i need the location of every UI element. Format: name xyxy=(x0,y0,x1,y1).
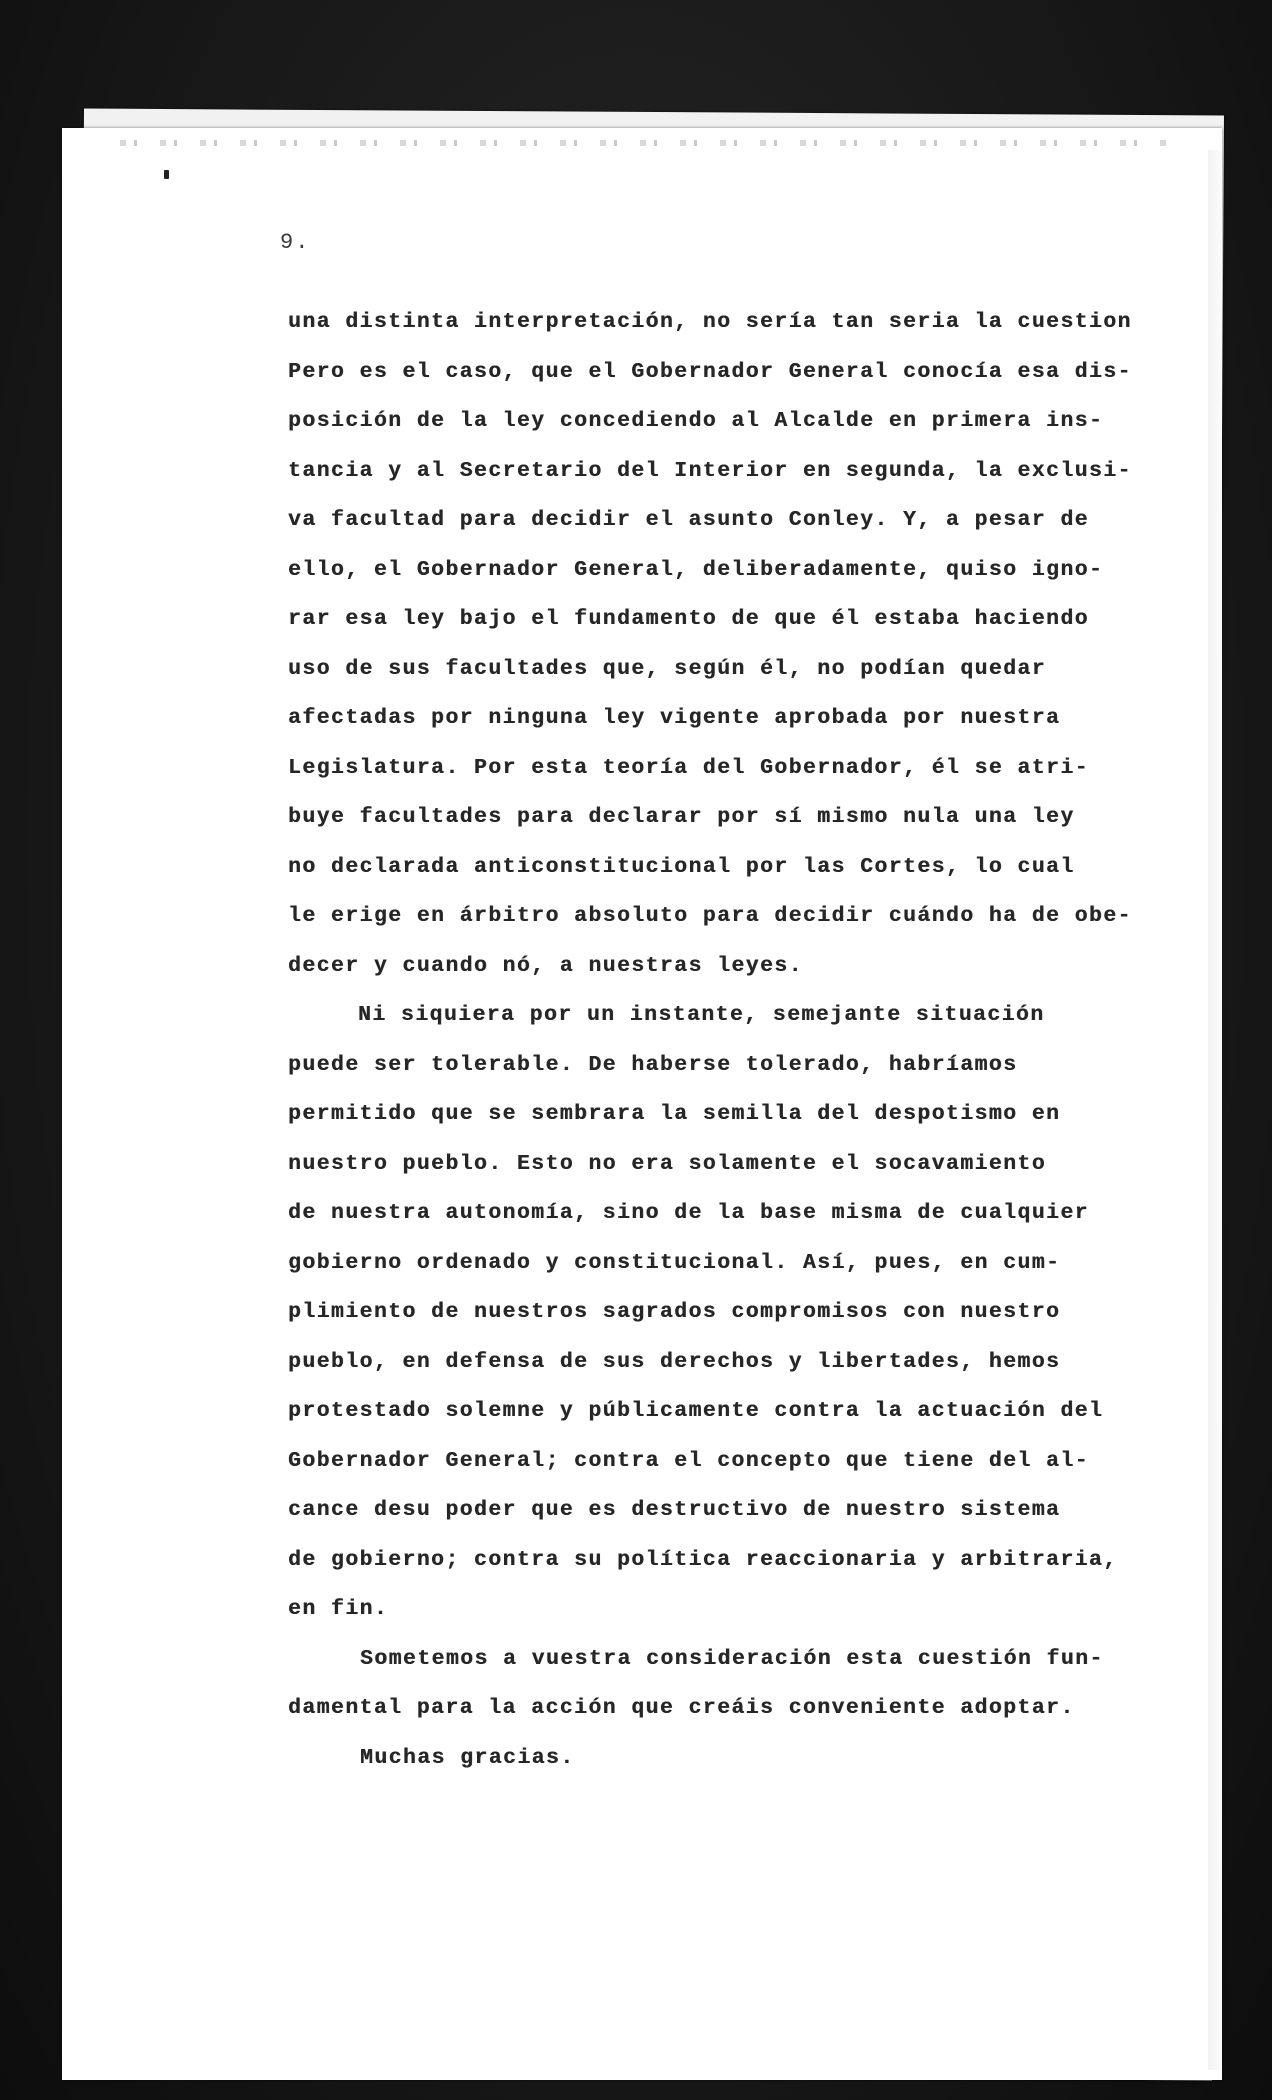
paragraph-2 xyxy=(288,991,1148,1635)
text-line: en fin. xyxy=(288,1597,389,1621)
text-line: damental para la acción que creáis conveniente adoptar. xyxy=(288,1696,1075,1720)
edge-mark xyxy=(164,170,169,179)
text-line: puede ser tolerable. De haberse tolerado, habríamos xyxy=(288,1052,1018,1077)
paragraph-3 xyxy=(288,1635,1148,1734)
text-line: protestado solemne y públicamente contra la actuación del xyxy=(288,1399,1104,1423)
paragraph-1 xyxy=(288,298,1148,991)
paragraph-4 xyxy=(288,1734,1148,1784)
text-line: de gobierno; contra su política reaccionaria y arbitraria, xyxy=(288,1547,1118,1572)
text-line: le erige en árbitro absoluto para decidir cuándo ha de obe- xyxy=(288,904,1132,928)
text-line: decer y cuando nó, a nuestras leyes. xyxy=(288,953,803,978)
text-line: no declarada anticonstitucional por las Cortes, lo cual xyxy=(288,854,1075,879)
text-line: nuestro pueblo. Esto no era solamente el socavamiento xyxy=(288,1151,1047,1176)
text-line: Sometemos a vuestra consideración esta cuestión fun- xyxy=(360,1646,1104,1671)
page-edge-shadow xyxy=(1208,150,1228,2070)
text-line: permitido que se sembrara la semilla del despotismo en xyxy=(288,1102,1061,1126)
page-number: 9. xyxy=(280,230,311,255)
text-line: cance desu poder que es destructivo de nuestro sistema xyxy=(288,1498,1061,1522)
text-line: buye facultades para declarar por sí mismo nula una ley xyxy=(288,805,1075,829)
text-line: tancia y al Secretario del Interior en segunda, la exclusi- xyxy=(288,458,1132,483)
typed-body xyxy=(288,298,1148,1783)
closing-line: Muchas gracias. xyxy=(360,1745,575,1770)
text-line: Gobernador General; contra el concepto que tiene del al- xyxy=(288,1448,1089,1473)
text-line: uso de sus facultades que, según él, no podían quedar xyxy=(288,656,1047,681)
text-line: de nuestra autonomía, sino de la base misma de cualquier xyxy=(288,1201,1089,1225)
text-line: rar esa ley bajo el fundamento de que él estaba haciendo xyxy=(288,607,1089,631)
text-line: pueblo, en defensa de sus derechos y libertades, hemos xyxy=(288,1349,1061,1374)
text-line: plimiento de nuestros sagrados compromisos con nuestro xyxy=(288,1300,1061,1324)
text-line: Ni siquiera por un instante, semejante situación xyxy=(358,1003,1045,1027)
text-line: Pero es el caso, que el Gobernador General conocía esa dis- xyxy=(288,359,1132,384)
text-line: gobierno ordenado y constitucional. Así, pues, en cum- xyxy=(288,1250,1061,1275)
text-line: ello, el Gobernador General, deliberadamente, quiso igno- xyxy=(288,557,1104,582)
top-edge-bleed xyxy=(120,140,1170,146)
text-line: afectadas por ninguna ley vigente aprobada por nuestra xyxy=(288,706,1061,730)
text-line: Legislatura. Por esta teoría del Gobernador, él se atri- xyxy=(288,755,1089,780)
text-line: una distinta interpretación, no sería tan seria la cuestion xyxy=(288,310,1132,334)
text-line: va facultad para decidir el asunto Conley. Y, a pesar de xyxy=(288,508,1089,532)
text-line: posición de la ley concediendo al Alcalde en primera ins- xyxy=(288,409,1104,433)
